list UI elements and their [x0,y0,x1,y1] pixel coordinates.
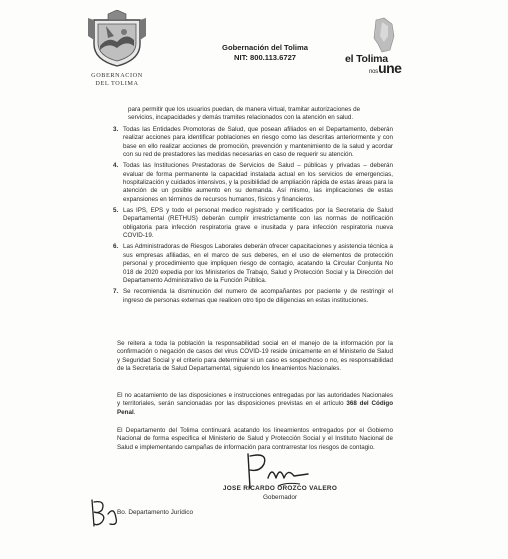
government-name [80,72,154,88]
list-item-text: Todas las Entidades Promotoras de Salud, que posean afiliados en el Departamento, deberán realizar acciones para identificar poblaciones en riesgo como las descritas anteriormente y con base en ello realizar acciones de promoción, prevención y mantenimiento de la salud y acordar con su red de prestadores las medidas necesarias en caso de requerir su atención. [123,126,393,159]
brand-text [345,54,401,77]
intro-line-2: servicios, incapacidades y demás tramites relacionados con la atención en salud. [128,114,354,122]
letterhead-nit: NIT: 800.113.6727 [233,53,297,62]
list-item-number: 3. [113,126,119,133]
sanctions-text: El no acatamiento de las disposiciones e instrucciones entregadas por las autoridades Nacionales y territoriales, serán sancionadas por las disposiciones previstas en el artículo [117,392,393,408]
brand-nos: nos [369,69,379,75]
signer-name: JOSE RICARDO OROZCO VALERO [222,485,338,492]
list-item [103,207,393,240]
vobo-label: Bo. Departamento Jurídico [117,509,194,516]
coat-of-arms-icon [86,10,148,68]
gov-line-2: DEL TOLIMA [95,80,139,87]
gov-line-1: GOBERNACION [91,72,143,79]
signer-role: Gobernador [262,493,298,501]
list-item-number: 6. [113,243,119,251]
list-item-number: 7. [113,288,119,296]
list-item [103,126,393,159]
list-item [103,243,393,285]
list-item-text: Todas las Instituciones Prestadoras de Servicios de Salud – públicas y privadas – deberán evaluar de forma permanente la capacidad instalada actual en los servicios de emergencias, hospitalización y cuidados intensivos, y la posibilidad de ampliación rápida de estas áreas para la atención de un posible aumento en su demanda. Así mismo, las implicaciones de estas expansiones en términos de recursos humanos, físicos y financieros. [123,162,393,203]
list-item-number: 5. [113,207,119,215]
brand-une: une [378,60,402,76]
brand-line-1: el Tolima [345,53,388,65]
signer-block [200,485,360,502]
list-item [103,162,393,204]
list-item [103,288,393,305]
intro-line-1: para permitir que los usuarios puedan, de manera virtual, tramitar autorizaciones de [128,106,361,113]
letterhead-center [205,43,325,63]
list-item-text: Se recomienda la disminución del numero de acompañantes por paciente y de restringir el ingreso de personas externas que realicen otro tipo de diligencias en estas instituciones. [123,288,393,304]
paragraph-responsibility: Se reitera a toda la población la responsabilidad social en el manejo de la información por la confirmación o negación de casos del virus COVID-19 reside únicamente en el Ministerio de Salud y Seguridad Social y el criterio para determinar si un caso es sospechoso o no, es responsabilidad de la Secretaria de Salud Departamental, siguiendo los lineamientos Nacionales. [117,340,393,373]
list-item-text: Las Administradoras de Riesgos Laborales deberán ofrecer capacitaciones y asistencia técnica a sus empresas afiliadas, en el marco de sus deberes, en el uso de elementos de protección personal y procedimiento que impliquen riesgo de contagio, acatando la Circular Conjunta No 018 de 2020 expedia por los Ministerios de Trabajo, Salud y Protección Social y la Dirección del Departamento Administrativo de la Función Pública. [123,243,393,284]
sanctions-article: 368 del Código Penal [117,400,394,416]
paragraph-sanctions [117,392,393,417]
list-item-number: 4. [113,162,119,170]
letterhead-title: Gobernación del Tolima [222,43,308,52]
intro-fragment [128,106,392,123]
list-item-text: Las IPS, EPS y todo el personal medico registrado y certificados por la Secretaria de Salud Departamental (RETHUS) deberán cumplir irrestrictamente con las normas de notificación obligatoria para infección respiratoria grave e inusitada y para infección respiratoria nueva COVID-19. [123,207,393,240]
paragraph-guidelines: El Departamento del Tolima continuará acatando los lineamientos entregados por el Gobierno Nacional de forma especifica el Ministerio de Salud y Protección Social y el Instituto Nacional de Salud e implementando campañas de información para contrarrestar los riesgos de contagio. [117,427,393,451]
sanctions-end: . [133,408,136,416]
numbered-list [103,126,393,308]
